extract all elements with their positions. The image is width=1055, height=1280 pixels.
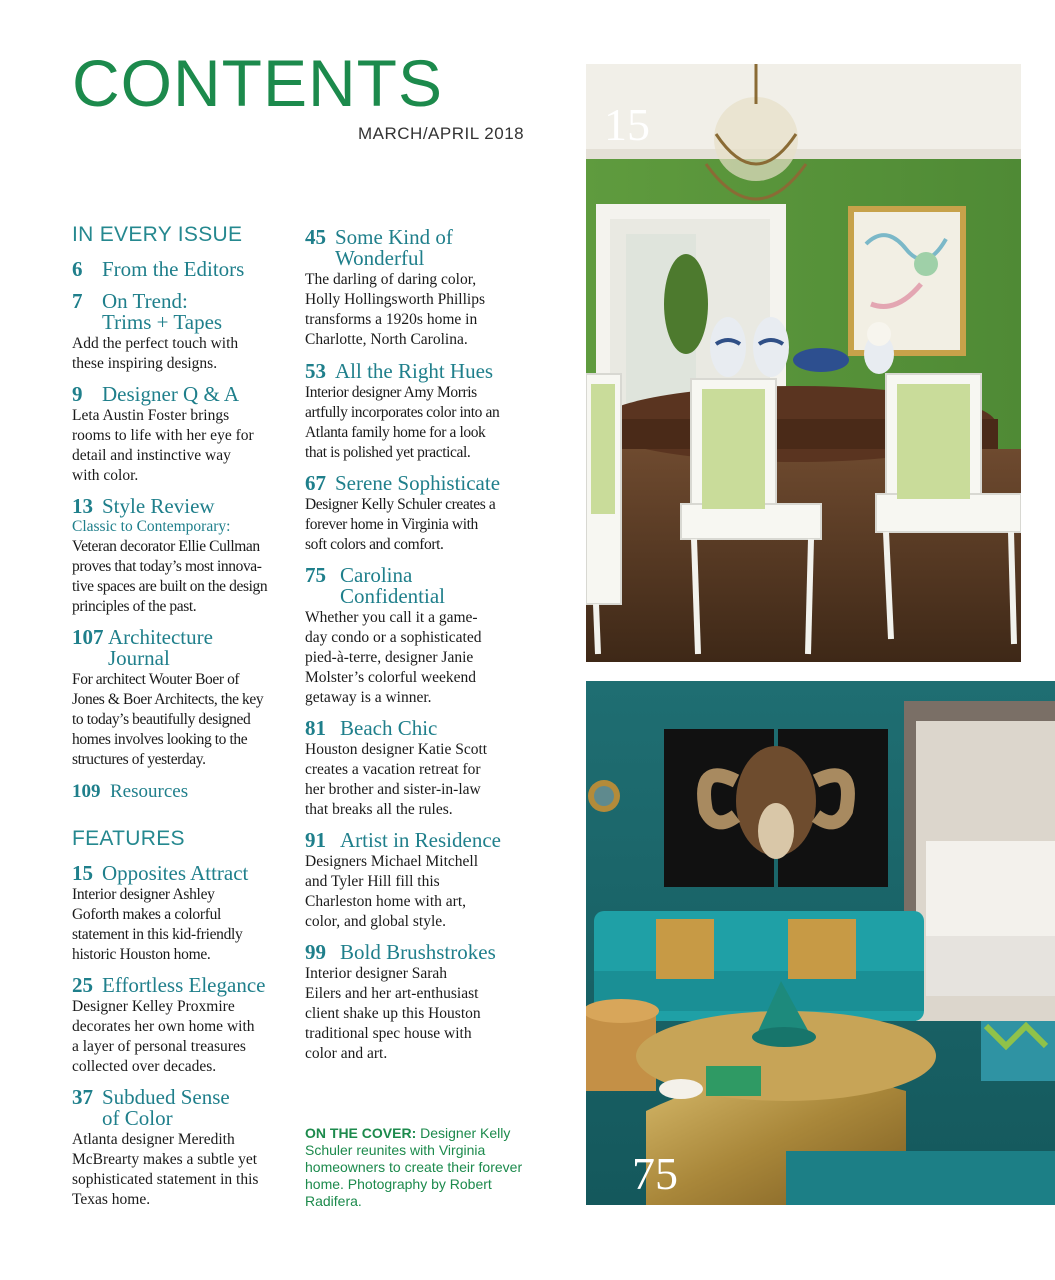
- toc-entry[interactable]: [305, 361, 535, 463]
- entry-desc-line: rooms to life with her eye for: [72, 427, 254, 444]
- entry-title: Architecture: [108, 625, 213, 649]
- entry-title: All the Right Hues: [335, 359, 494, 383]
- toc-entry[interactable]: [72, 627, 297, 770]
- entry-desc-line: with color.: [72, 467, 139, 484]
- entry-title: Effortless Elegance: [102, 973, 266, 997]
- entry-title: Designer Q & A: [102, 382, 240, 406]
- entry-desc-line: Interior designer Ashley: [72, 886, 215, 903]
- entry-title: Bold Brushstrokes: [340, 940, 496, 964]
- entry-desc-line: sophisticated statement in this: [72, 1171, 259, 1188]
- page-number: 107: [72, 625, 104, 649]
- entry-desc-line: Whether you call it a game-: [305, 609, 478, 626]
- entry-desc-line: transforms a 1920s home in: [305, 311, 478, 328]
- entry-desc-line: soft colors and comfort.: [305, 536, 444, 553]
- toc-entry[interactable]: [305, 830, 535, 932]
- entry-desc-line: collected over decades.: [72, 1058, 217, 1075]
- entry-desc-line: day condo or a sophisticated: [305, 629, 482, 646]
- entry-desc-line: detail and instinctive way: [72, 447, 231, 464]
- page-number: 9: [72, 382, 83, 406]
- cover-note-text: Designer Kelly Schuler reunites with Virginia homeowners to create their forever home. Photography by Robert Radifera.: [305, 1125, 523, 1209]
- entry-desc-line: Charleston home with art,: [305, 893, 466, 910]
- entry-desc-line: historic Houston home.: [72, 946, 211, 963]
- entry-desc-line: proves that today’s most innova-: [72, 558, 262, 575]
- entry-desc-line: Designer Kelly Schuler creates a: [305, 496, 496, 513]
- page-number: 25: [72, 973, 93, 997]
- entry-title: Resources: [110, 781, 189, 802]
- entry-desc-line: color, and global style.: [305, 913, 446, 930]
- entry-title-line2: Wonderful: [335, 246, 425, 270]
- toc-entry[interactable]: [72, 496, 297, 617]
- entry-desc-line: that breaks all the rules.: [305, 801, 453, 818]
- entry-desc-line: color and art.: [305, 1045, 388, 1062]
- entry-desc-line: Interior designer Sarah: [305, 965, 448, 982]
- entry-desc-line: Jones & Boer Architects, the key: [72, 691, 264, 708]
- entry-desc-line: Designers Michael Mitchell: [305, 853, 479, 870]
- page-number: 75: [305, 563, 326, 587]
- page-number: 99: [305, 940, 326, 964]
- issue-date: MARCH/APRIL 2018: [358, 124, 525, 143]
- entry-desc-line: creates a vacation retreat for: [305, 761, 481, 778]
- entry-desc-line: her brother and sister-in-law: [305, 781, 481, 798]
- entry-desc-line: homes involves looking to the: [72, 731, 248, 748]
- toc-entry[interactable]: [72, 863, 297, 965]
- page-number: 15: [72, 861, 93, 885]
- living-room-illustration: [586, 681, 1055, 1205]
- entry-title: Opposites Attract: [102, 861, 249, 885]
- page-number: 109: [72, 781, 101, 802]
- entry-title: Artist in Residence: [340, 828, 501, 852]
- page-title: CONTENTS: [72, 46, 443, 120]
- page-number: 6: [72, 257, 83, 281]
- toc-entry[interactable]: [305, 227, 535, 350]
- cover-note-label: ON THE COVER:: [305, 1125, 417, 1141]
- page-number: 81: [305, 716, 326, 740]
- entry-desc-line: pied-à-terre, designer Janie: [305, 649, 474, 666]
- entry-desc-line: a layer of personal treasures: [72, 1038, 246, 1055]
- entry-desc-line: artfully incorporates color into an: [305, 404, 500, 421]
- entry-desc-line: decorates her own home with: [72, 1018, 255, 1035]
- page-number: 53: [305, 359, 326, 383]
- living-room-photo[interactable]: [586, 681, 1055, 1205]
- toc-entry[interactable]: [72, 259, 292, 280]
- entry-desc-line: Texas home.: [72, 1191, 151, 1208]
- entry-desc-line: Houston designer Katie Scott: [305, 741, 488, 758]
- entry-desc-line: Goforth makes a colorful: [72, 906, 222, 923]
- entry-title-line2: Journal: [108, 646, 170, 670]
- entry-desc-line: The darling of daring color,: [305, 271, 477, 288]
- section-heading-features: FEATURES: [72, 827, 185, 850]
- toc-entry[interactable]: [72, 384, 292, 486]
- entry-title: From the Editors: [102, 257, 245, 281]
- toc-entry[interactable]: [72, 781, 292, 802]
- entry-desc-line: to today’s beautifully designed: [72, 711, 251, 728]
- entry-subtitle: Classic to Contemporary:: [72, 518, 231, 535]
- entry-desc-line: tive spaces are built on the design: [72, 578, 268, 595]
- entry-desc-line: Atlanta designer Meredith: [72, 1131, 235, 1148]
- section-heading-in-every-issue: IN EVERY ISSUE: [72, 223, 243, 246]
- entry-desc-line: Designer Kelley Proxmire: [72, 998, 235, 1015]
- entry-title: Serene Sophisticate: [335, 471, 501, 495]
- entry-desc-line: forever home in Virginia with: [305, 516, 478, 533]
- entry-title: Carolina: [340, 563, 413, 587]
- entry-desc-line: Eilers and her art-enthusiast: [305, 985, 479, 1002]
- entry-desc-line: Molster’s colorful weekend: [305, 669, 477, 686]
- entry-title-line2: Trims + Tapes: [102, 310, 223, 334]
- entry-desc-line: Veteran decorator Ellie Cullman: [72, 538, 260, 555]
- entry-title: Subdued Sense: [102, 1085, 230, 1109]
- entry-desc-line: Atlanta family home for a look: [305, 424, 486, 441]
- entry-desc-line: getaway is a winner.: [305, 689, 432, 706]
- entry-title: On Trend:: [102, 289, 188, 313]
- page-number: 67: [305, 471, 326, 495]
- dining-room-photo[interactable]: [586, 64, 1021, 662]
- entry-desc-line: Add the perfect touch with: [72, 335, 239, 352]
- page-number: 13: [72, 494, 93, 518]
- entry-desc-line: Leta Austin Foster brings: [72, 407, 230, 424]
- entry-desc-line: these inspiring designs.: [72, 355, 218, 372]
- entry-title: Style Review: [102, 494, 215, 518]
- toc-entry[interactable]: [305, 942, 535, 1064]
- entry-title-line2: Confidential: [340, 584, 445, 608]
- dining-room-illustration: [586, 64, 1021, 662]
- entry-title: Some Kind of: [335, 225, 453, 249]
- toc-entry[interactable]: [305, 565, 535, 708]
- entry-desc-line: Holly Hollingsworth Phillips: [305, 291, 485, 308]
- entry-title: Beach Chic: [340, 716, 438, 740]
- entry-desc-line: Interior designer Amy Morris: [305, 384, 477, 401]
- entry-desc-line: For architect Wouter Boer of: [72, 671, 240, 688]
- entry-desc-line: statement in this kid-friendly: [72, 926, 243, 943]
- entry-desc-line: principles of the past.: [72, 598, 197, 615]
- cover-note: [305, 1125, 535, 1210]
- entry-desc-line: and Tyler Hill fill this: [305, 873, 440, 890]
- toc-entry[interactable]: [305, 473, 535, 555]
- entry-desc-line: that is polished yet practical.: [305, 444, 471, 461]
- entry-desc-line: traditional spec house with: [305, 1025, 472, 1042]
- toc-entry[interactable]: [305, 718, 535, 820]
- entry-desc-line: Charlotte, North Carolina.: [305, 331, 468, 348]
- entry-desc-line: structures of yesterday.: [72, 751, 206, 768]
- page-number: 37: [72, 1085, 93, 1109]
- entry-title-line2: of Color: [102, 1106, 173, 1130]
- photo-page-number: 75: [632, 1148, 678, 1199]
- page-number: 91: [305, 828, 326, 852]
- toc-entry[interactable]: [72, 1087, 297, 1210]
- page-number: 7: [72, 289, 83, 313]
- entry-desc-line: McBrearty makes a subtle yet: [72, 1151, 258, 1168]
- photo-page-number: 15: [604, 99, 650, 150]
- toc-entry[interactable]: [72, 291, 292, 374]
- page-number: 45: [305, 225, 326, 249]
- toc-entry[interactable]: [72, 975, 297, 1077]
- entry-desc-line: client shake up this Houston: [305, 1005, 481, 1022]
